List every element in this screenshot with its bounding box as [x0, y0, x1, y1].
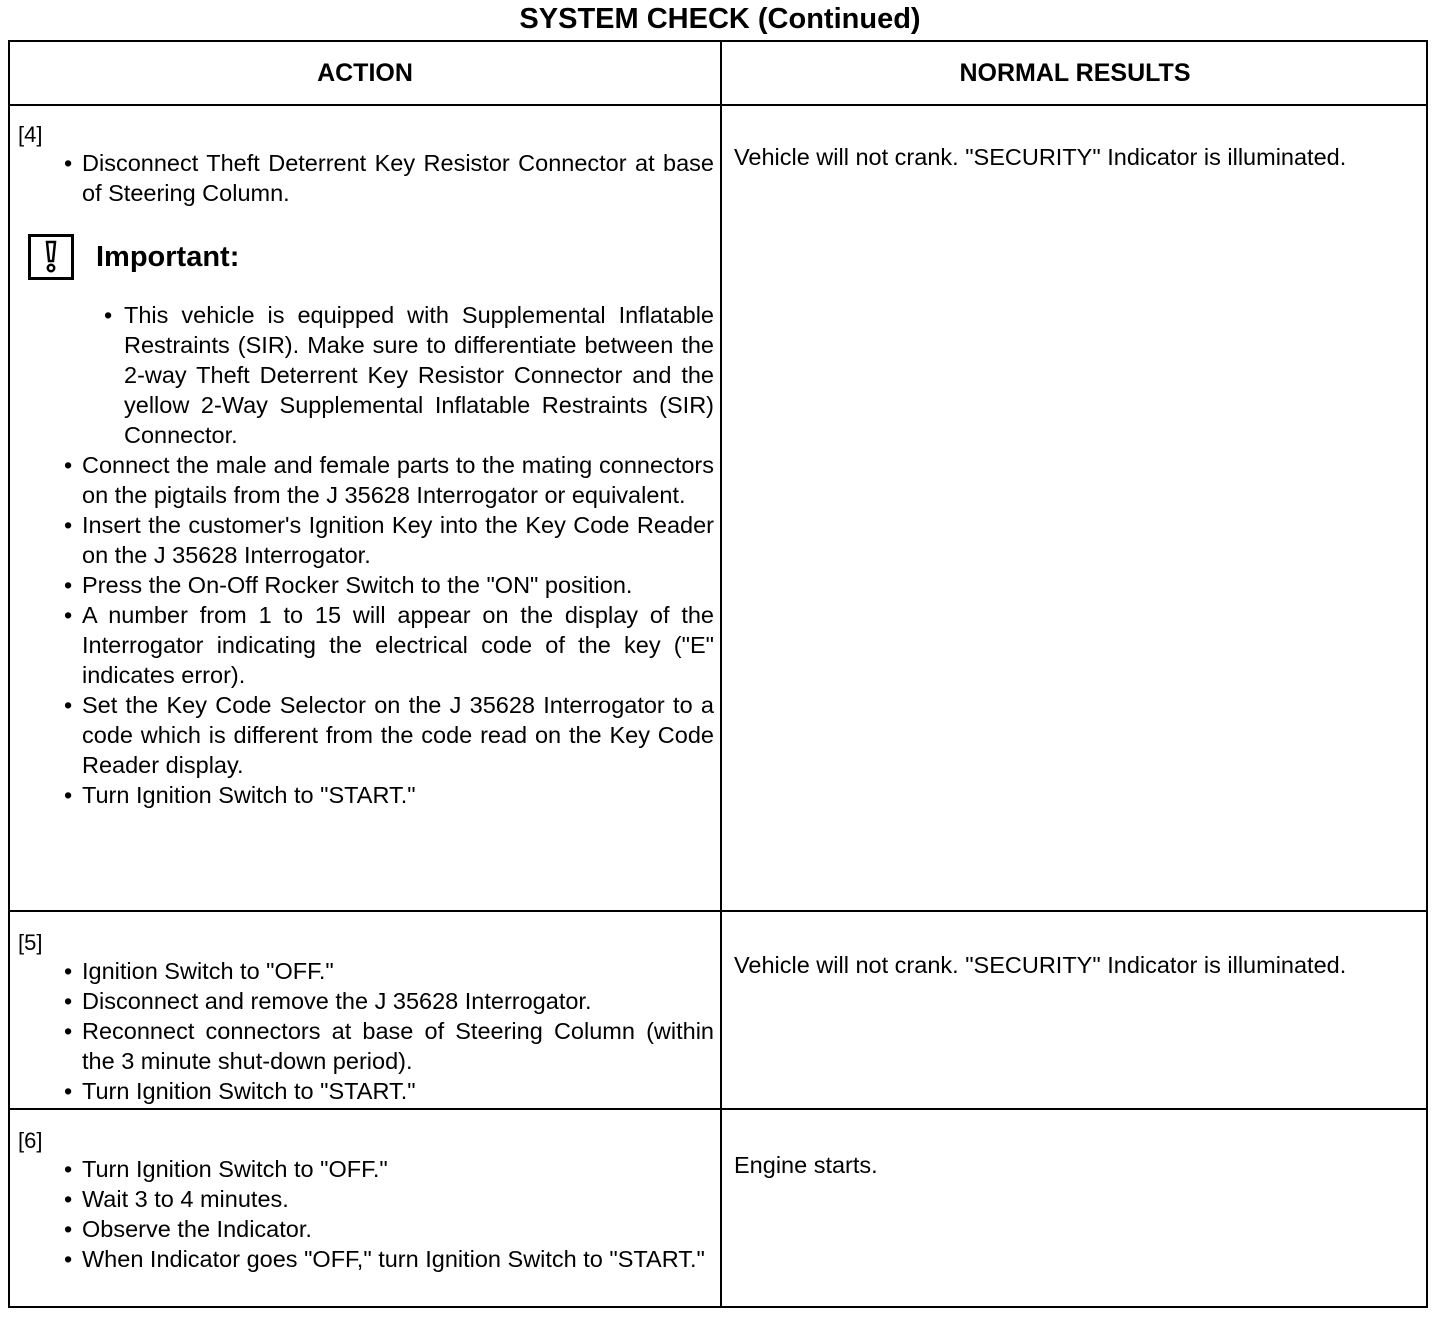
action-item: • Reconnect connectors at base of Steering Column (within the 3 minute shut-down period). [18, 1016, 714, 1076]
action-item: • When Indicator goes "OFF," turn Ignition Switch to "START." [18, 1244, 714, 1274]
action-header: ACTION [317, 58, 413, 87]
important-notice [28, 234, 714, 280]
system-check-table [8, 40, 1428, 1308]
action-item: • Ignition Switch to "OFF." [18, 956, 714, 986]
action-item: • Wait 3 to 4 minutes. [18, 1184, 714, 1214]
step-number: [4] [18, 122, 43, 147]
action-item: • A number from 1 to 15 will appear on the display of the Interrogator indicating the electrical code of the key ("E" indicates error). [18, 600, 714, 690]
action-item: • Disconnect and remove the J 35628 Interrogator. [18, 986, 714, 1016]
important-icon [28, 234, 74, 280]
page-title: SYSTEM CHECK (Continued) [519, 3, 921, 35]
action-item: • Press the On-Off Rocker Switch to the "ON" position. [18, 570, 714, 600]
result-cell-step-4: Vehicle will not crank. "SECURITY" Indicator is illuminated. [734, 144, 1347, 170]
action-item: • Observe the Indicator. [18, 1214, 714, 1244]
action-item: • Insert the customer's Ignition Key into the Key Code Reader on the J 35628 Interrogator. [18, 510, 714, 570]
header-divider [10, 104, 1426, 106]
row-divider [10, 1108, 1426, 1110]
action-item: • Disconnect Theft Deterrent Key Resistor Connector at base of Steering Column. [18, 148, 714, 208]
action-cell-step-5 [18, 930, 714, 1106]
action-list [18, 1154, 714, 1274]
action-item: • Connect the male and female parts to the mating connectors on the pigtails from the J 35628 Interrogator or equivalent. [18, 450, 714, 510]
result-cell-step-6: Engine starts. [734, 1152, 878, 1178]
action-list [18, 148, 714, 208]
action-cell-step-6 [18, 1128, 714, 1274]
result-cell-step-5: Vehicle will not crank. "SECURITY" Indicator is illuminated. [734, 952, 1347, 978]
important-item: • This vehicle is equipped with Supplemental Inflatable Restraints (SIR). Make sure to differentiate between the 2-way Theft Deterrent Key Resistor Connector and the yellow 2-Way Supplemental Inflatable Restraints (SIR) Connector. [18, 300, 714, 450]
important-label: Important: [96, 241, 240, 273]
important-list [18, 300, 714, 450]
step-number: [5] [18, 930, 43, 955]
action-cell-step-4 [18, 122, 714, 810]
action-item: • Turn Ignition Switch to "START." [18, 780, 714, 810]
row-divider [10, 910, 1426, 912]
column-divider [720, 42, 722, 1306]
action-item: • Turn Ignition Switch to "START." [18, 1076, 714, 1106]
action-list [18, 450, 714, 810]
action-item: • Set the Key Code Selector on the J 35628 Interrogator to a code which is different from the code read on the Key Code Reader display. [18, 690, 714, 780]
results-header: NORMAL RESULTS [959, 58, 1191, 87]
step-number: [6] [18, 1128, 43, 1153]
action-list [18, 956, 714, 1106]
action-item: • Turn Ignition Switch to "OFF." [18, 1154, 714, 1184]
